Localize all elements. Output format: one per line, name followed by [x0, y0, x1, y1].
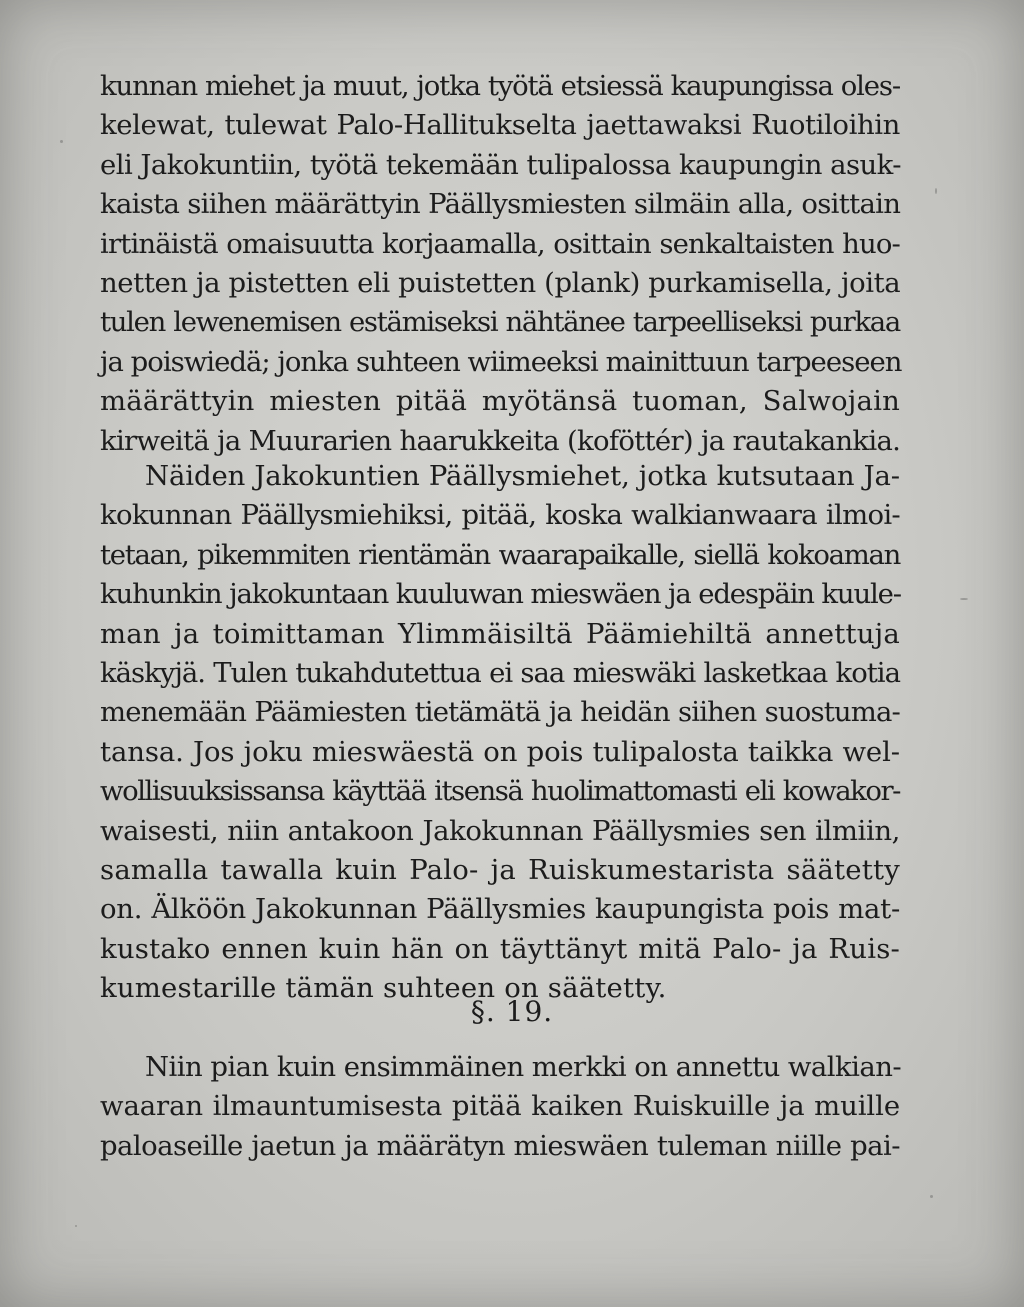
paragraph-3	[100, 1048, 900, 1166]
text-line: kunnan miehet ja muut, jotka työtä etsiessä kaupungissa oles-	[100, 70, 900, 102]
paragraph-1	[100, 67, 900, 461]
text-line: paloaseille jaetun ja määrätyn mieswäen tuleman niille pai-	[100, 1129, 900, 1162]
text-line: ja poiswiedä; jonka suhteen wiimeeksi mainittuun tarpeeseen	[100, 345, 902, 378]
text-line: kelewat, tulewat Palo-Hallitukselta jaettawaksi Ruotiloihin	[100, 109, 900, 142]
paper-speck	[935, 188, 937, 194]
paper-speck	[75, 1225, 77, 1227]
text-line: kustako ennen kuin hän on täyttänyt mitä Palo- ja Ruis-	[100, 932, 900, 965]
text-line: Niin pian kuin ensimmäinen merkki on annettu walkian-	[145, 1051, 902, 1083]
text-line: kuhunkin jakokuntaan kuuluwan mieswäen ja edespäin kuule-	[100, 578, 901, 611]
text-line: on. Älköön Jakokunnan Päällysmies kaupungista pois mat-	[100, 893, 900, 926]
text-line: waisesti, niin antakoon Jakokunnan Päällysmies sen ilmiin,	[100, 814, 900, 847]
text-line: käskyjä. Tulen tukahdutettua ei saa mieswäki lasketkaa kotia	[100, 656, 900, 689]
text-line: waaran ilmauntumisesta pitää kaiken Ruiskuille ja muille	[100, 1090, 900, 1123]
text-line: menemään Päämiesten tietämätä ja heidän siihen suostuma-	[100, 696, 900, 729]
text-line: Näiden Jakokuntien Päällysmiehet, jotka kutsutaan Ja-	[145, 460, 900, 492]
text-line: tansa. Jos joku mieswäestä on pois tulipalosta taikka wel-	[100, 735, 900, 768]
text-line: irtinäistä omaisuutta korjaamalla, osittain senkaltaisten huo-	[100, 227, 900, 260]
text-line: tulen lewenemisen estämiseksi nähtänee tarpeelliseksi purkaa	[100, 306, 900, 339]
text-line: netten ja pistetten eli puistetten (plank) purkamisella, joita	[100, 266, 901, 299]
text-line: wollisuuksissansa käyttää itsensä huolimattomasti eli kowakor-	[100, 775, 900, 808]
text-line: määrättyin miesten pitää myötänsä tuoman, Salwojain	[100, 385, 900, 418]
text-line: kokunnan Päällysmiehiksi, pitää, koska walkianwaara ilmoi-	[100, 499, 900, 532]
paper-speck	[960, 598, 968, 600]
text-line: man ja toimittaman Ylimmäisiltä Päämiehiltä annettuja	[100, 617, 900, 650]
text-line: kumestarille tämän suhteen on säätetty.	[100, 972, 667, 1005]
text-line: eli Jakokuntiin, työtä tekemään tulipalossa kaupungin asuk-	[100, 148, 902, 181]
paper-speck	[60, 140, 63, 143]
section-heading: §. 19.	[470, 995, 554, 1028]
text-line: tetaan, pikemmiten rientämän waarapaikalle, siellä kokoaman	[100, 538, 900, 571]
text-line: kaista siihen määrättyin Päällysmiesten silmäin alla, osittain	[100, 188, 901, 221]
paragraph-2	[100, 457, 900, 1008]
text-line: samalla tawalla kuin Palo- ja Ruiskumestarista säätetty	[100, 853, 900, 886]
text-line: kirweitä ja Muurarien haarukkeita (koföttér) ja rautakankia.	[100, 424, 901, 457]
paper-speck	[930, 1195, 933, 1198]
